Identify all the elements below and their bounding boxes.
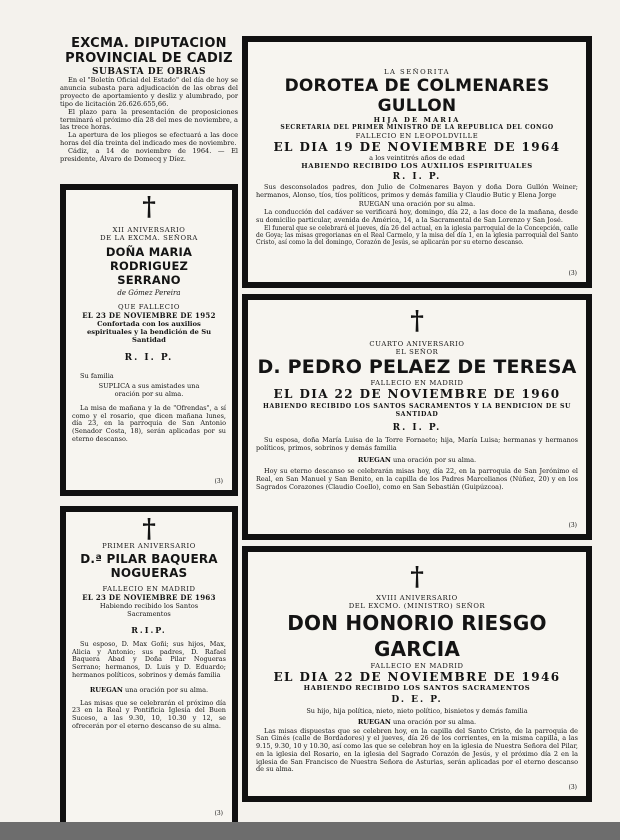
- family-list: Su esposa, doña María Luisa de la Torre Fornaeto; hija, María Luisa; hermanas y hermanos políticos, primos, sobrinos y demás familia: [256, 436, 578, 452]
- mass-details: La misa de mañana y la de "Ofrendas", a sí como y el rosario, que dicen mañana lunes, día 23, en la parroquia de San Antonio (Senador Costa, 18), serán aplicadas por su eterno descanso.: [72, 404, 226, 443]
- prayer-request: SUPLICA a sus amistades una oración por su alma.: [98, 382, 200, 398]
- death-date: EL DIA 19 DE NOVIEMBRE DE 1964: [273, 140, 561, 154]
- notice-signature: Cádiz, a 14 de noviembre de 1964. — El presidente, Álvaro de Domecq y Díez.: [60, 147, 238, 164]
- family-label: Su familia: [80, 372, 114, 380]
- obituary-card-pelaez: [242, 294, 592, 540]
- obituary-card-baquera: [60, 506, 238, 828]
- anniversary-label: PRIMER ANIVERSARIO: [102, 542, 196, 550]
- honorific-label: DEL EXCMO. (MINISTRO) SEÑOR: [348, 602, 486, 610]
- prayer-request: [72, 686, 226, 694]
- cross-icon: †: [142, 192, 156, 222]
- mass-details: Hoy su eterno descanso se celebrarán misas hoy, día 22, en la parroquia de San Jerónimo el Real, en San Manuel y San Benito, en la capilla de los Padres Marcelianos (Núñez, 20) y en los Sagrados Corazones (Claudio Coello), como en San Sebastián (Guipúzcoa).: [256, 467, 578, 491]
- page-bottom-edge: [0, 822, 620, 840]
- reference-number: (3): [568, 270, 577, 277]
- sacraments-line: Habiendo recibido los Santos Sacramentos: [99, 602, 199, 618]
- right-column: [242, 36, 592, 802]
- rip-label: D. E. P.: [391, 695, 443, 705]
- death-date: EL DIA 22 DE NOVIEMBRE DE 1946: [273, 670, 561, 684]
- deceased-name: D. PEDRO PELAEZ DE TERESA: [257, 356, 577, 378]
- honorific-label: DE LA EXCMA. SEÑORA: [100, 234, 198, 242]
- sacraments-line: HABIENDO RECIBIDO LOS AUXILIOS ESPIRITUALES: [301, 162, 533, 170]
- request-verb: RUEGAN: [357, 717, 391, 726]
- family-list: Su esposo, D. Max Goñi; sus hijos, Max, Alicia y Antonio; sus padres, D. Rafael Baquera Abad y Doña Pilar Nogueras Serrano; hermanos, D. Luis y D. Eduardo; hermanos políticos, sobrinos y demás familia: [72, 640, 226, 679]
- request-verb: RUEGAN: [357, 456, 391, 465]
- prayer-request: RUEGAN una oración por su alma.: [358, 200, 476, 209]
- deceased-name: DOROTEA DE COLMENARES GULLON: [284, 76, 550, 116]
- deceased-name-2: NOGUERAS: [110, 566, 188, 580]
- mass-details: Las misas dispuestas que se celebren hoy, en la capilla del Santo Cristo, de la parroquia de San Ginés (calle de Bordadores) y el jueves, día 26 de los corrientes, en la misma capilla, a las 9.15, 9.30, 10 y 10.30, así como las que se celebran hoy en la iglesia de Nuestra Señora del Pilar, en la iglesia del Rosario, en la iglesia del Sagrado Corazón de Jesús, y el próximo día 2 en la iglesia de San Francisco de Nuestra Señora de Asturias, serán aplicadas por el eterno descanso de su alma.: [256, 726, 578, 774]
- died-place: FALLECIO EN MADRID: [370, 662, 464, 670]
- cross-icon: †: [142, 514, 156, 544]
- died-place: FALLECIO EN MADRID: [370, 379, 464, 387]
- obituary-card-rodriguez: [60, 184, 238, 496]
- prayer-request: [256, 718, 578, 726]
- request-text: una oración por su alma.: [392, 456, 477, 465]
- reference-number: (3): [214, 478, 223, 485]
- deceased-title: de Gómez Pereira: [117, 289, 181, 297]
- died-place: FALLECIO EN LEOPOLDVILLE: [355, 132, 479, 140]
- left-column: [60, 36, 238, 828]
- reference-number: (3): [568, 522, 577, 529]
- death-date: EL 23 DE NOVIEMBRE DE 1952: [82, 311, 216, 320]
- anniversary-label: CUARTO ANIVERSARIO: [369, 340, 465, 348]
- anniversary-label: XVIII ANIVERSARIO: [376, 594, 458, 602]
- sacraments-line: Confortada con los auxilios espirituales y la bendición de Su Santidad: [86, 320, 212, 344]
- notice-title-1: EXCMA. DIPUTACION: [71, 36, 227, 51]
- rip-label: R.I.P.: [131, 625, 167, 635]
- notice-paragraph: La apertura de los pliegos se efectuará a las doce horas del día treinta del indicado mes de noviembre.: [60, 131, 238, 148]
- notice-paragraph: El plazo para la presentación de proposiciones terminará el próximo día 28 del mes de noviembre, a las trece horas.: [60, 107, 238, 132]
- request-text: una oración por su alma.: [392, 717, 477, 726]
- family-list: Sus desconsolados padres, don Julio de Colmenares Bayon y doña Dora Gullón Weiner; hermanos, Alonso, tíos, tíos políticos, primos y demás familia y Claudio Butic y Elena Jorge: [256, 183, 578, 199]
- request-verb: RUEGAN: [89, 685, 123, 694]
- reference-number: (3): [568, 784, 577, 791]
- deceased-role: HIJA DE MARIA: [373, 116, 461, 124]
- anniversary-label: XII ANIVERSARIO: [112, 226, 186, 234]
- deceased-name: DON HONORIO RIESGO GARCIA: [287, 611, 547, 661]
- rip-label: R. I. P.: [124, 353, 174, 363]
- died-place: FALLECIO EN MADRID: [102, 585, 196, 593]
- obituary-card-colmenares: [242, 36, 592, 288]
- rip-label: R. I. P.: [392, 423, 442, 433]
- obituary-card-riesgo: [242, 546, 592, 802]
- honorific-label: LA SEÑORITA: [383, 68, 451, 76]
- died-label: QUE FALLECIO: [117, 303, 181, 311]
- deceased-name: DOÑA MARIA RODRIGUEZ: [105, 245, 193, 273]
- request-text: una oración por su alma.: [124, 685, 209, 694]
- honorific-label: EL SEÑOR: [395, 348, 439, 356]
- sacraments-line: HABIENDO RECIBIDO LOS SANTOS SACRAMENTOS: [303, 684, 531, 692]
- rip-label: R. I. P.: [392, 172, 442, 182]
- sacraments-line: HABIENDO RECIBIDO LOS SANTOS SACRAMENTOS Y LA BENDICION DE SU SANTIDAD: [262, 403, 572, 418]
- deceased-name: D.ª PILAR BAQUERA: [80, 552, 218, 566]
- cross-icon: †: [410, 562, 424, 592]
- death-date: EL 23 DE NOVIEMBRE DE 1963: [82, 593, 216, 602]
- mass-details: El funeral que se celebrará el jueves, día 26 del actual, en la iglesia parroquial de la Concepción, calle de Goya; las misas gregorianas en el Real Carmelo, y la misa del día 1, en la iglesia parroquial del Santo Cristo, así como la del domingo, Corazón de Jesús, se aplicarán por su eterno descanso.: [256, 224, 578, 246]
- notice-subtitle: SUBASTA DE OBRAS: [92, 67, 206, 77]
- deceased-name-2: SERRANO: [117, 273, 181, 287]
- funeral-details: La conducción del cadáver se verificará hoy, domingo, día 22, a las doce de la mañana, desde su domicilio particular, avenida de América, 14, a la Sacramental de San Lorenzo y San José.: [256, 208, 578, 225]
- mass-details: Las misas que se celebrarán el próximo día 23 en la Real y Pontificia Iglesia del Buen Suceso, a las 9.30, 10, 10.30 y 12, se ofrecerán por el eterno descanso de su alma.: [72, 698, 226, 730]
- cross-icon: †: [410, 306, 424, 336]
- notice-paragraph: En el "Boletín Oficial del Estado" del día de hoy se anuncia subasta para adjudicación de las obras del proyecto de aportamiento y desliz y alumbrado, por tipo de licitación 26.626.655,66.: [60, 76, 238, 108]
- notice-title-2: PROVINCIAL DE CADIZ: [65, 51, 233, 66]
- diputacion-notice: [60, 36, 238, 178]
- reference-number: (3): [214, 810, 223, 817]
- family-list: Su hijo, hija política, nieto, nieto político, bisnietos y demás familia: [306, 707, 528, 715]
- prayer-request: [256, 456, 578, 464]
- age-line: a los veintitrés años de edad: [369, 154, 465, 162]
- deceased-position: SECRETARIA DEL PRIMER MINISTRO DE LA REPUBLICA DEL CONGO: [280, 124, 554, 131]
- death-date: EL DIA 22 DE NOVIEMBRE DE 1960: [273, 387, 561, 401]
